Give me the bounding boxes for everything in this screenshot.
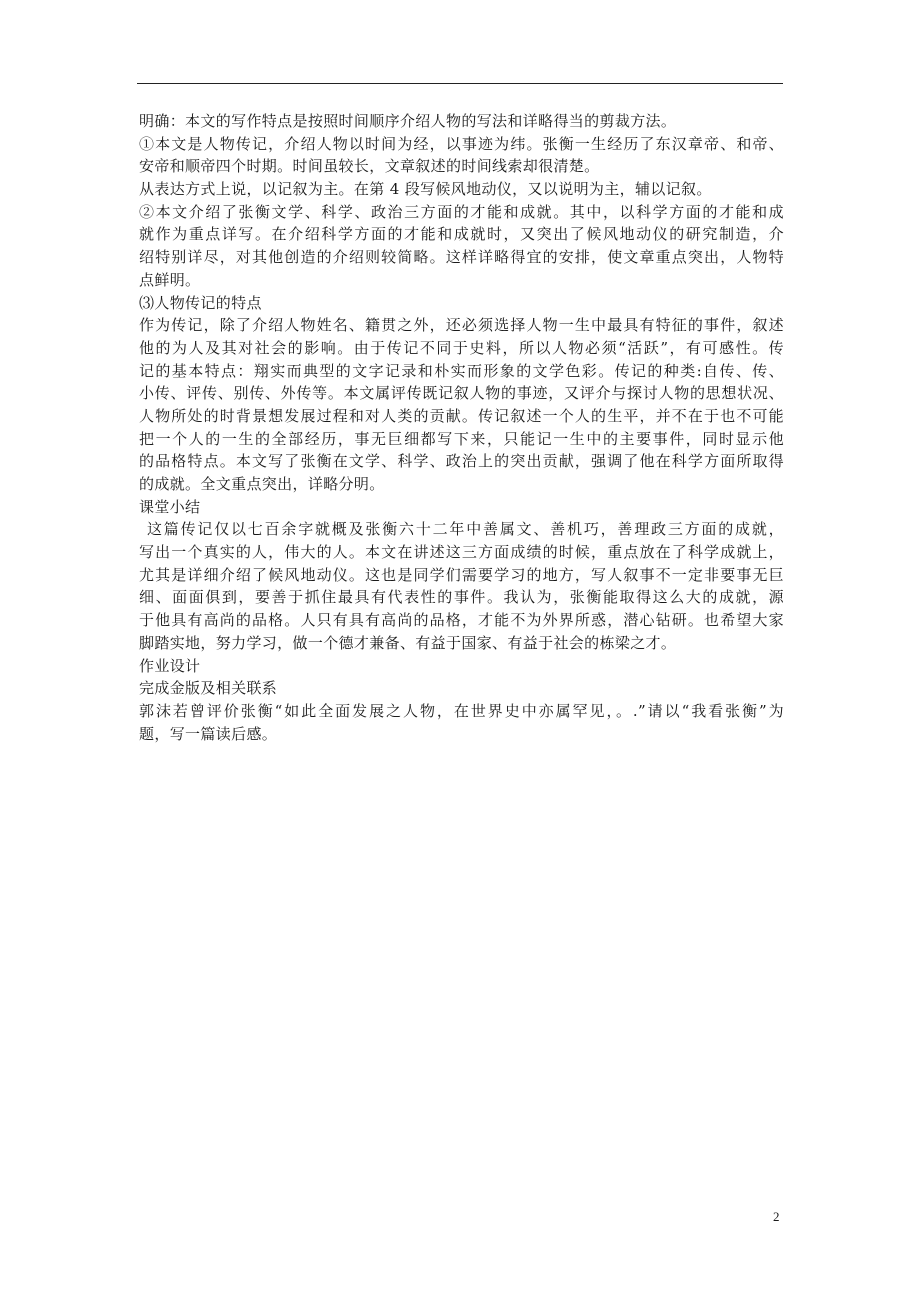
section-heading: 作业设计 (139, 656, 201, 675)
text-line: 的成就。全文重点突出，详略分明。 (139, 475, 385, 493)
text-line: 题，写一篇读后感。 (139, 724, 278, 743)
text-line: 把一个人的一生的全部经历，事无巨细都写下来，只能记一生中的主要事件，同时显示他 (139, 429, 784, 448)
section-heading: ⑶人物传记的特点 (139, 293, 262, 312)
section-heading: 课堂小结 (139, 497, 201, 516)
text-line: 他的为人及其对社会的影响。由于传记不同于史料，所以人物必须“活跃”，有可感性。传 (139, 338, 784, 357)
text-line: ②本文介绍了张衡文学、科学、政治三方面的才能和成就。其中，以科学方面的才能和成 (139, 202, 784, 221)
text-line: 明确：本文的写作特点是按照时间顺序介绍人物的写法和详略得当的剪裁方法。 (139, 112, 677, 130)
text-line: 郭沫若曾评价张衡“如此全面发展之人物，在世界史中亦属罕见，。.”请以“我看张衡”为 (139, 701, 784, 720)
text-line: 写出一个真实的人，伟大的人。本文在讲述这三方面成绩的时候，重点放在了科学成就上， (139, 543, 784, 562)
text-line: 完成金版及相关联系 (139, 679, 278, 698)
text-line: 这篇传记仅以七百余字就概及张衡六十二年中善属文、善机巧，善理政三方面的成就， (147, 520, 784, 539)
page-number: 2 (773, 1209, 780, 1224)
text-line: 细、面面俱到，要善于抓住最具有代表性的事件。我认为，张衡能取得这么大的成就，源 (139, 588, 784, 607)
text-line: 脚踏实地，努力学习，做一个德才兼备、有益于国家、有益于社会的栋梁之才。 (139, 633, 677, 652)
text-line: 于他具有高尚的品格。人只有具有高尚的品格，才能不为外界所惑，潜心钻研。也希望大家 (139, 611, 784, 630)
text-line: 尤其是详细介绍了候风地动仪。这也是同学们需要学习的地方，写人叙事不一定非要事无巨 (139, 565, 784, 584)
text-line: 安帝和顺帝四个时期。时间虽较长，文章叙述的时间线索却很清楚。 (139, 157, 600, 176)
text-line: 作为传记，除了介绍人物姓名、籍贯之外，还必须选择人物一生中最具有特征的事件，叙述 (139, 316, 784, 335)
text-line: 从表达方式上说，以记叙为主。在第 4 段写候风地动仪，又以说明为主，辅以记叙。 (139, 180, 712, 199)
text-line: 绍特别详尽，对其他创造的介绍则较简略。这样详略得宜的安排，使文章重点突出，人物特 (139, 248, 784, 267)
header-rule (137, 83, 783, 84)
text-line: 人物所处的时背景想发展过程和对人类的贡献。传记叙述一个人的生平，并不在于也不可能 (139, 406, 784, 425)
text-line: 小传、评传、别传、外传等。本文属评传既记叙人物的事迹，又评介与探讨人物的思想状况、 (139, 384, 784, 403)
text-line: 就作为重点详写。在介绍科学方面的才能和成就时，又突出了候风地动仪的研究制造，介 (139, 225, 784, 244)
text-line: 点鲜明。 (139, 270, 201, 289)
document-body (139, 110, 784, 745)
text-line: ①本文是人物传记，介绍人物以时间为经，以事迹为纬。张衡一生经历了东汉章帝、和帝、 (139, 134, 784, 153)
text-line: 记的基本特点：翔实而典型的文字记录和朴实而形象的文学色彩。传记的种类:自传、传、 (139, 361, 784, 380)
text-line: 的品格特点。本文写了张衡在文学、科学、政治上的突出贡献，强调了他在科学方面所取得 (139, 452, 784, 471)
